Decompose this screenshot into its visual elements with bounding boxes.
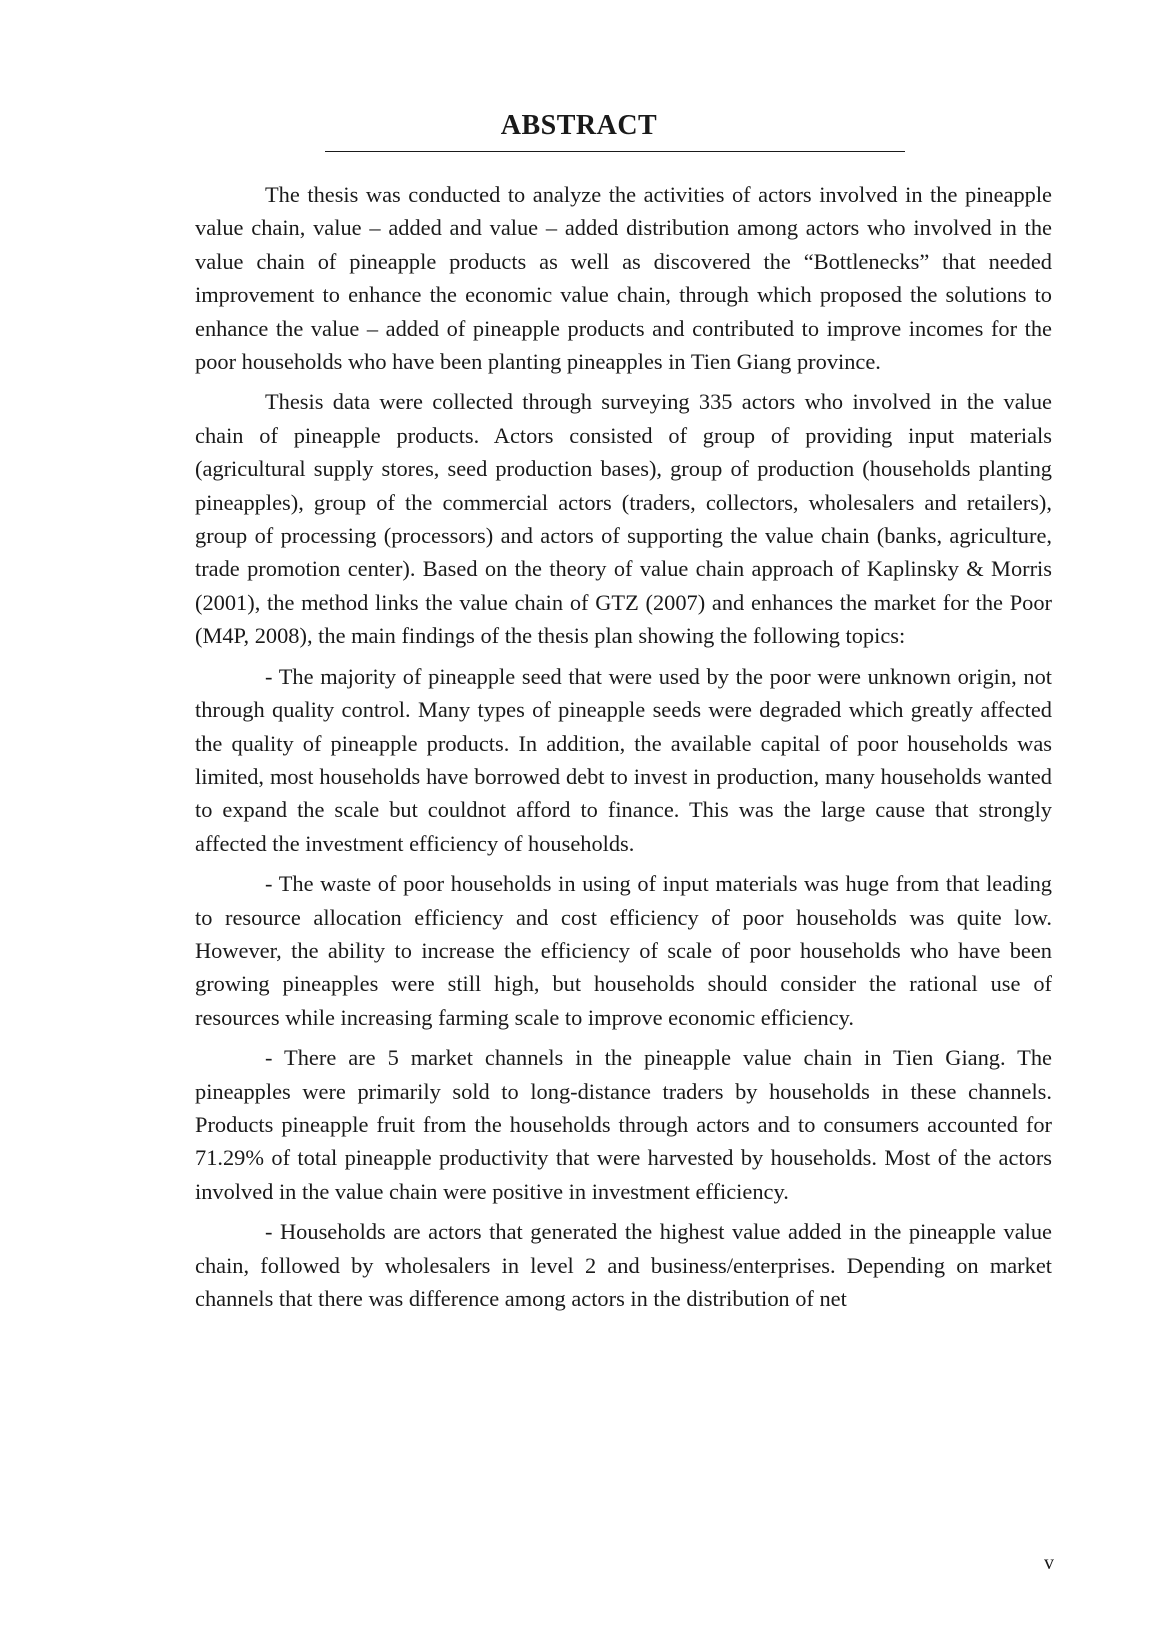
paragraph-finding-seed: - The majority of pineapple seed that were used by the poor were unknown origin, not through quality control. Many types of pineapple seeds were degraded which greatly affected the quality of pineapple products. In addition, the available capital of poor households was limited, most households have borrowed debt to invest in production, many households wanted to expand the scale but couldnot afford to finance. This was the large cause that strongly affected the investment efficiency of households. <box>195 663 1052 856</box>
title-underline <box>325 151 905 152</box>
paragraph-finding-channels: - There are 5 market channels in the pineapple value chain in Tien Giang. The pineapples were primarily sold to long-distance traders by households in these channels. Products pineapple fruit from the households through actors and to consumers accounted for 71.29% of total pineapple productivity that were harvested by households. Most of the actors involved in the value chain were positive in investment efficiency. <box>195 1045 1052 1204</box>
abstract-body <box>195 178 1052 1322</box>
paragraph-finding-value-added: - Households are actors that generated the highest value added in the pineapple value chain, followed by wholesalers in level 2 and business/enterprises. Depending on market channels that there was difference among actors in the distribution of net <box>195 1219 1052 1311</box>
page-title: ABSTRACT <box>500 110 658 141</box>
paragraph-purpose: The thesis was conducted to analyze the activities of actors involved in the pineapple value chain, value – added and value – added distribution among actors who involved in the value chain of pineapple products as well as discovered the “Bottlenecks” that needed improvement to enhance the economic value chain, through which proposed the solutions to enhance the value – added of pineapple products and contributed to improve incomes for the poor households who have been planting pineapples in Tien Giang province. <box>195 182 1052 375</box>
page-number: v <box>1044 1552 1054 1574</box>
paragraph-finding-waste: - The waste of poor households in using of input materials was huge from that leading to resource allocation efficiency and cost efficiency of poor households was quite low. However, the ability to increase the efficiency of scale of poor households who have been growing pineapples were still high, but households should consider the rational use of resources while increasing farming scale to improve economic efficiency. <box>195 871 1052 1030</box>
paragraph-data-method: Thesis data were collected through surveying 335 actors who involved in the value chain of pineapple products. Actors consisted of group of providing input materials (agricultural supply stores, seed production bases), group of production (households planting pineapples), group of the commercial actors (traders, collectors, wholesalers and retailers), group of processing (processors) and actors of supporting the value chain (banks, agriculture, trade promotion center). Based on the theory of value chain approach of Kaplinsky & Morris (2001), the method links the value chain of GTZ (2007) and enhances the market for the Poor (M4P, 2008), the main findings of the thesis plan showing the following topics: <box>195 389 1052 649</box>
